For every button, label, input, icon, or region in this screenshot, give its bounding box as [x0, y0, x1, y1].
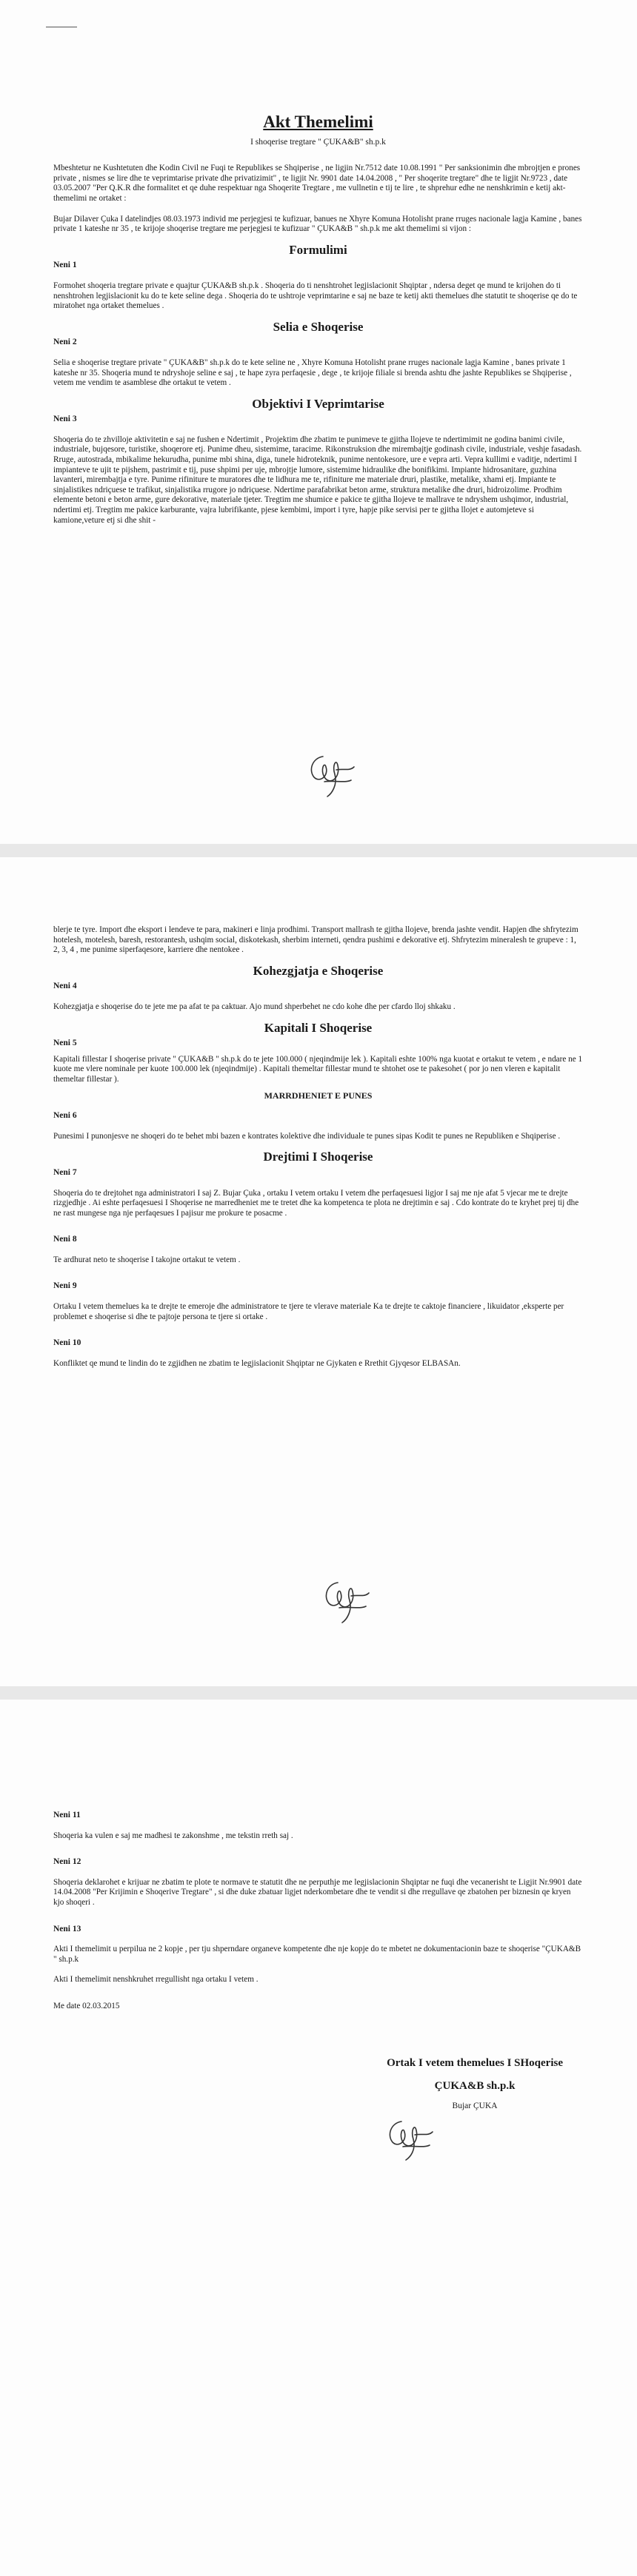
document-title: Akt Themelimi — [263, 113, 373, 131]
article-5-label: Neni 5 — [53, 1039, 77, 1048]
heading-kohezgjatja: Kohezgjatja e Shoqerise — [253, 963, 384, 978]
article-6-label: Neni 6 — [53, 1111, 77, 1121]
article-2-label: Neni 2 — [53, 338, 77, 347]
heading-drejtimi: Drejtimi I Shoqerise — [263, 1150, 373, 1164]
signature-mark — [317, 1574, 376, 1626]
document-date: Me date 02.03.2015 — [53, 2001, 120, 2010]
document-page-1 — [0, 0, 637, 844]
article-11-label: Neni 11 — [53, 1811, 81, 1819]
heading-kapitali: Kapitali I Shoqerise — [264, 1020, 373, 1035]
article-3-text: Shoqeria do te zhvilloje aktivitetin e saj ne fushen e Ndertimit , Projektim dhe zbatim te punimeve te gjitha llojeve te ndertimimit ne godina banimi civile, industriale, bujqesore, turistike, shoqerore etj. Punime dheu, sistemime, taracime. Rikonstruksion dhe mirembajtje godinash civile, industriale, veshje fasadash. Rruge, autostrada, mbikalime hekurudha, punime mbi shina, diga, tunele hidroteknik, punime nentokesore, ure e vepra arti. Vepra kullimi e vaditje, ndertimi I impianteve te ujit te pijshem, pastrimit e tij, puse shpimi per uje, mbrojtje lumore, sistemime hidraulike dhe bonifikimi. Impiante hidrosanitare, guzhina lavanteri, mirembajtja e tyre. Punime rifiniture te muratores dhe te lidhura me te, rifiniture me materiale druri, plastike, metalike, xhami etj. Impiante te sinjalistikes ndriçuese te trafikut, sinjalistika rrugore jo ndriçuese. Ndertime parafabrikat beton arme, struktura metalike dhe druri, hidroizolime. Prodhim elemente betoni e beton arme, gure dekorative, materiale tjeter. Tregtim me shumice e pakice te gjitha llojeve te mallrave te ndryshem ushqimor, industrial, ndertimi etj. Tregtim me pakice karburante, vajra lubrifikante, pjese kembimi, import i tyre, hapje pike servisi per te gjitha llojet e automjeteve si kamione,veture etj si dhe shit - — [53, 435, 582, 525]
page2-content — [53, 925, 583, 1369]
article-1-label: Neni 1 — [53, 261, 77, 270]
heading-marredheniet: MARRDHENIET E PUNES — [264, 1090, 373, 1101]
page1-content — [53, 113, 583, 526]
intro-paragraph-2: Bujar Dilaver Çuka I datelindjes 08.03.1973 individ me perjegjesi te kufizuar, banues ne Xhyre Komuna Hotolisht prane rruges nacionale lagja Kamine , banes private 1 kateshe nr 35 , te krijoje shoqerise tregtare me perjegjesi te kufizuar " ÇUKA&B " sh.p.k me akt themelimi si vijon : — [53, 214, 582, 234]
article-11-text: Shoqeria ka vulen e saj me madhesi te zakonshme , me tekstin rreth saj . — [53, 1831, 293, 1840]
article-2-text: Selia e shoqerise tregtare private " ÇUKA&B" sh.p.k do te kete seline ne , Xhyre Komuna Hotolisht prane rruges nacionale lagja Kamine , banes private 1 kateshe nr 35. Shoqeria mund te ndryshoje seline e saj , te hape zyra perfaqesie , dege , te krijoje filiale si brenda ashtu dhe jashte Republikes se Shqiperise , vetem me vendim te asamblese dhe ortakut te vetem . — [53, 358, 572, 388]
article-7-text: Shoqeria do te drejtohet nga administratori I saj Z. Bujar Çuka , ortaku I vetem ortaku I vetem dhe perfaqesuesi ligjor I saj me nje afat 5 vjecar me te drejte rizgjedhje . Ai eshte perfaqesuesi I Shoqerise ne marredheniet me te tretet dhe ka kompetenca te plota ne drejtimin e saj . Cdo kontrate do te kryhet prej tij dhe ne rast mungese nga nje perfaqesues I pajisur me prokure te posacme . — [53, 1188, 579, 1218]
article-7-label: Neni 7 — [53, 1167, 77, 1177]
article-10-text: Konfliktet qe mund te lindin do te zgjidhen ne zbatim te legjislacionit Shqiptar ne Gjykaten e Rrethit Gjyqesor ELBASAn. — [53, 1358, 461, 1368]
page3-content — [53, 1811, 583, 2012]
article-1-text: Formohet shoqeria tregtare private e quajtur ÇUKA&B sh.p.k . Shoqeria do ti nenshtrohet legjislacionit Shqiptar , ndersa deget qe mund te krijohen do ti nenshtrohen legjislacionit ku do te kete seline dega . Shoqeria do te ushtroje veprimtarine e saj ne baze te ketij akti themelues dhe statutit te shoqerise qe do te miratohet nga ortaket themelues . — [53, 281, 578, 311]
article-8-text: Te ardhurat neto te shoqerise I takojne ortakut te vetem . — [53, 1255, 241, 1264]
article-13-text: Akti I themelimit u perpilua ne 2 kopje , per tju shperndare organeve kompetente dhe nje kopje do te mbetet ne dokumentacionin baze te shoqerise "ÇUKA&B " sh.p.k — [53, 1945, 581, 1964]
signature-mark — [379, 2114, 438, 2163]
article-3-label: Neni 3 — [53, 415, 77, 424]
article-12-label: Neni 12 — [53, 1857, 81, 1867]
closing-block — [387, 2057, 563, 2110]
signature-mark — [302, 748, 361, 799]
document-subtitle: I shoqerise tregtare " ÇUKA&B" sh.p.k — [250, 137, 386, 147]
heading-formulimi: Formulimi — [289, 242, 347, 257]
document-page-2 — [0, 857, 637, 1686]
article-9-text: Ortaku I vetem themelues ka te drejte te emeroje dhe administratore te tjere te vlerave materiale Ka te drejte te caktoje financiere , likuidator ,eksperte per problemet e shoqerise si dhe te pajtoje persona te tjere si ortake . — [53, 1302, 564, 1321]
article-8-label: Neni 8 — [53, 1235, 77, 1244]
closing-company-name: ÇUKA&B sh.p.k — [434, 2080, 516, 2092]
article-4-label: Neni 4 — [53, 982, 77, 991]
heading-objektivi: Objektivi I Veprimtarise — [252, 396, 384, 411]
closing-founder-title: Ortak I vetem themelues I SHoqerise — [387, 2057, 563, 2069]
article-3-continued: blerje te tyre. Import dhe eksport i lendeve te para, makineri e linja prodhimi. Transport mallrash te gjitha llojeve, brenda jashte vendit. Hapjen dhe shfrytezim hotelesh, motelesh, baresh, restorantesh, ushqim social, diskotekash, sherbim interneti, qendra pushimi e dekorative etj. Shfrytezim mineralesh te grupeve : 1, 2, 3, 4 , me punime siperfaqesore, karriere dhe nentokee . — [53, 925, 578, 955]
intro-paragraph-1: Mbeshtetur ne Kushtetuten dhe Kodin Civil ne Fuqi te Republikes se Shqiperise , ne ligjin Nr.7512 date 10.08.1991 " Per sanksionimin dhe mbrojtjen e prones private , nismes se lire dhe te veprimtarise private dhe privatizimit" , te ligjit Nr. 9901 date 14.04.2008 , " Per shoqerite tregtare" dhe te ligjit Nr.9723 , date 03.05.2007 "Per Q.K.R dhe formalitet et qe duhe respektuar nga Shoqerite Tregtare , me vullnetin e tij te lire , te shprehur edhe ne nenshkrimin e ketij akt-themelimi ne ortaket : — [53, 164, 581, 203]
article-9-label: Neni 9 — [53, 1281, 77, 1291]
article-13-text-2: Akti I themelimit nenshkruhet rregullisht nga ortaku I vetem . — [53, 1975, 259, 1985]
closing-signatory-name: Bujar ÇUKA — [452, 2102, 498, 2110]
article-4-text: Kohezgjatja e shoqerise do te jete me pa afat te pa caktuar. Ajo mund shperbehet ne cdo kohe dhe per cfardo lloj shkaku . — [53, 1002, 456, 1011]
article-6-text: Punesimi I punonjesve ne shoqeri do te behet mbi bazen e kontrates kolektive dhe individuale te punes sipas Kodit te punes ne Republiken e Shqiperise . — [53, 1131, 561, 1141]
article-13-label: Neni 13 — [53, 1924, 81, 1933]
document-page-3 — [0, 1700, 637, 2576]
heading-selia: Selia e Shoqerise — [273, 319, 364, 334]
article-10-label: Neni 10 — [53, 1338, 81, 1348]
article-5-text: Kapitali fillestar I shoqerise private " ÇUKA&B " sh.p.k do te jete 100.000 ( njeqindmije lek ). Kapitali eshte 100% nga kuotat e ortakut te vetem , e ndare ne 1 kuote me vlere nominale per kuote 100.000 lek (njeqindmije) . Kapitali themeltar fillestar mund te shtohet ose te pakesohet ( por jo nen vleren e kapitalit themeltar fillestar ). — [53, 1054, 583, 1084]
article-12-text: Shoqeria deklarohet e krijuar ne zbatim te plote te normave te statutit dhe ne perputhje me legjislacionin Shqiptar ne fuqi dhe vecanerisht te Ligjit Nr.9901 date 14.04.2008 "Per Krijimin e Shoqerive Tregtare" , si dhe duke zbatuar ligjet nderkombetare dhe te vendit si dhe rregullave qe zbatohen per biznesin qe kryen kjo shoqeri . — [53, 1877, 582, 1907]
